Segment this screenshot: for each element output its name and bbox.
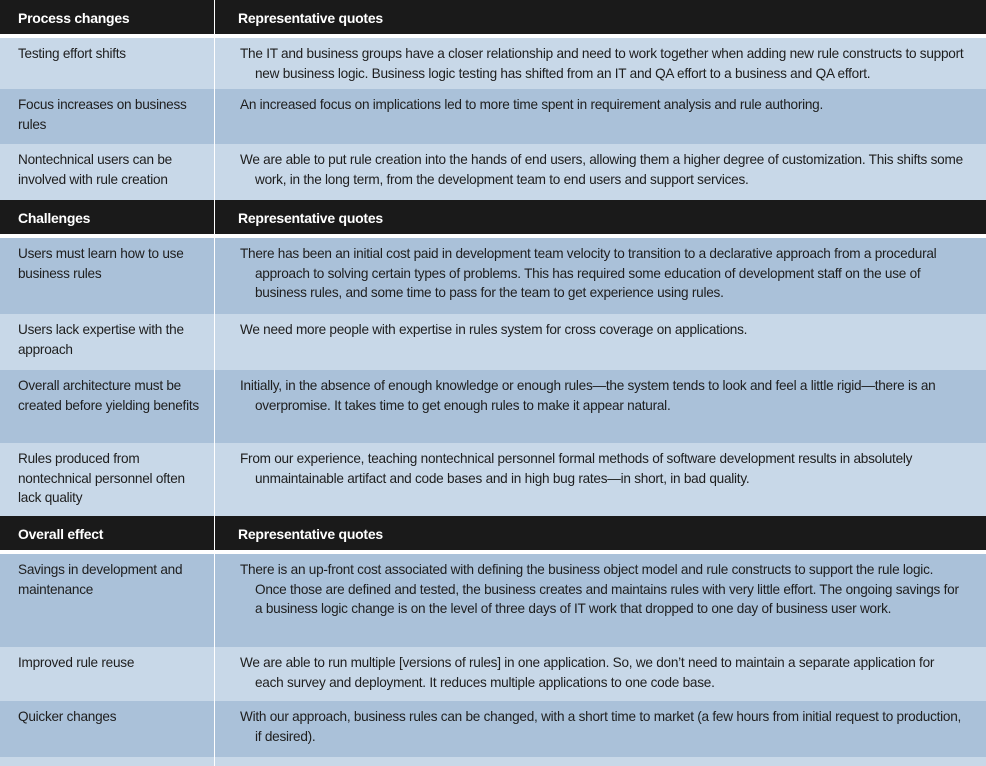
table-row-quote [215, 314, 986, 370]
quote-text: We are able to put rule creation into the hands of end users, allowing them a higher degree of customization. This shifts some work, in the long term, from the development team to end users and support services. [240, 152, 963, 187]
section-header-challenges: Challenges [0, 200, 215, 234]
table-row-quote [215, 701, 986, 757]
quote-text: We need more people with expertise in rules system for cross coverage on applications. [240, 322, 748, 337]
table-row-quote [215, 144, 986, 200]
table-row-quote [215, 554, 986, 647]
section-header-process-changes: Process changes [0, 0, 215, 34]
table-footer-strip [215, 757, 986, 766]
table-row-quote [215, 38, 986, 89]
table-row-label: Users lack expertise with the approach [0, 314, 215, 370]
section-header-quotes: Representative quotes [215, 200, 986, 234]
quote-text: An increased focus on implications led to more time spent in requirement analysis and rule authoring. [240, 97, 824, 112]
quote-text: From our experience, teaching nontechnical personnel formal methods of software development results in absolutely unmaintainable artifact and code bases and in high bug rates—in short, in bad quality. [240, 451, 913, 486]
quote-text: There is an up-front cost associated with defining the business object model and rule constructs to support the rule logic. Once those are defined and tested, the business creates and maintains rules with very little effort. The ongoing savings for a business logic change is on the level of three days of IT work that dropped to one day of business user work. [240, 562, 959, 616]
table-row-quote [215, 370, 986, 443]
table-row-quote [215, 238, 986, 314]
table-row-label: Nontechnical users can be involved with rule creation [0, 144, 215, 200]
quote-text: With our approach, business rules can be changed, with a short time to market (a few hours from initial request to production, if desired). [240, 709, 962, 744]
table-row-quote [215, 443, 986, 516]
section-header-quotes: Representative quotes [215, 516, 986, 550]
quote-text: Initially, in the absence of enough knowledge or enough rules—the system tends to look and feel a little rigid—there is an overpromise. It takes time to get enough rules to make it appear natural. [240, 378, 936, 413]
table-row-label: Rules produced from nontechnical personnel often lack quality [0, 443, 215, 516]
section-header-quotes: Representative quotes [215, 0, 986, 34]
table-row-quote [215, 89, 986, 144]
table-row-label: Testing effort shifts [0, 38, 215, 89]
table-footer-strip [0, 757, 215, 766]
quote-text: The IT and business groups have a closer relationship and need to work together when adding new rule constructs to support new business logic. Business logic testing has shifted from an IT and QA effort to a business and QA effort. [240, 46, 964, 81]
section-header-overall-effect: Overall effect [0, 516, 215, 550]
quote-text: There has been an initial cost paid in development team velocity to transition to a declarative approach from a procedural approach to solving certain types of problems. This has required some education of development staff on the use of business rules, and some time to pass for the team to get experience using rules. [240, 246, 937, 300]
table-row-label: Quicker changes [0, 701, 215, 757]
quote-text: We are able to run multiple [versions of rules] in one application. So, we don’t need to maintain a separate application for each survey and deployment. It reduces multiple applications to one code base. [240, 655, 935, 690]
table-row-label: Users must learn how to use business rules [0, 238, 215, 314]
table-row-label: Savings in development and maintenance [0, 554, 215, 647]
table-row-label: Overall architecture must be created before yielding benefits [0, 370, 215, 443]
table-row-label: Focus increases on business rules [0, 89, 215, 144]
table-row-quote [215, 647, 986, 701]
table-row-label: Improved rule reuse [0, 647, 215, 701]
